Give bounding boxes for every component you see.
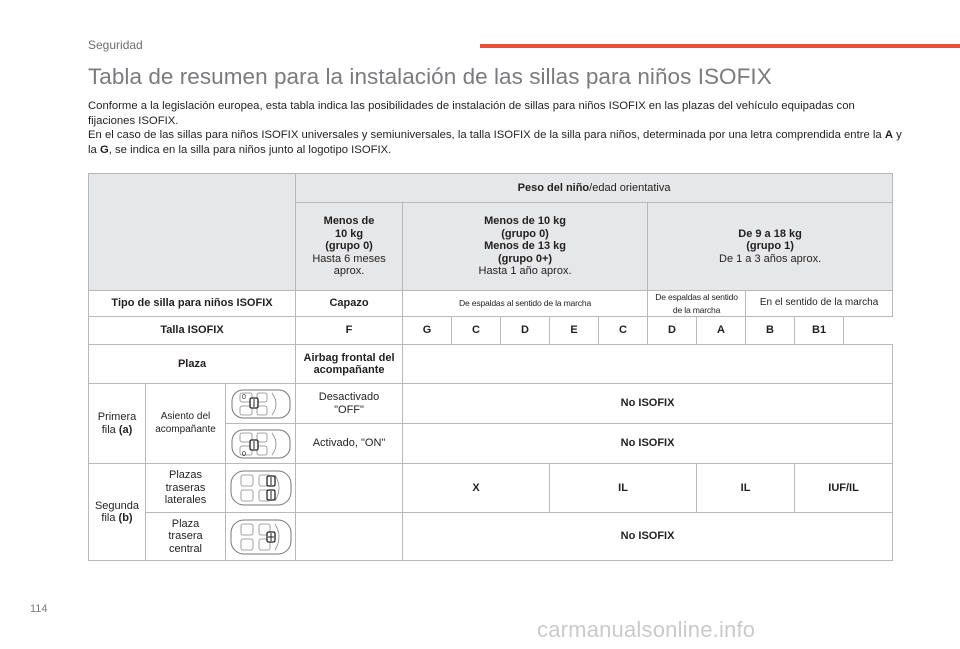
isofix-size-cell: B <box>746 317 795 345</box>
front-airbag-on-value: No ISOFIX <box>403 424 893 464</box>
intro-text <box>88 99 903 157</box>
isofix-table <box>88 173 893 561</box>
isofix-size-cell: C <box>599 317 648 345</box>
car-top-view-icon <box>229 517 293 557</box>
seat-type-forward-facing: En el sentido de la marcha <box>746 291 893 317</box>
intro-paragraph-2: En el caso de las sillas para niños ISOFIX universales y semiuniversales, la talla ISOFIX de la silla para niños, determinada por una letra comprendida entre la A y la G, se indica en la silla para niños junto al logotipo ISOFIX. <box>88 129 902 156</box>
seat-type-rear-facing-1: De espaldas al sentido de la marcha <box>403 291 648 317</box>
car-top-view-icon <box>230 427 292 461</box>
rear-central-seat-label: Plaza trasera central <box>146 513 226 561</box>
car-diagram-front-airbag-on <box>226 424 296 464</box>
car-diagram-front-airbag-off <box>226 384 296 424</box>
page-title: Tabla de resumen para la instalación de las sillas para niños ISOFIX <box>88 64 772 89</box>
section-label: Seguridad <box>88 38 143 52</box>
page-number: 114 <box>30 603 48 615</box>
svg-text:0: 0 <box>241 393 246 401</box>
car-top-view-icon <box>229 468 293 508</box>
airbag-header-filler <box>403 345 893 384</box>
car-diagram-rear-central <box>226 513 296 561</box>
isofix-size-cell: D <box>648 317 697 345</box>
car-diagram-rear-lateral <box>226 464 296 513</box>
rear-lateral-value: X <box>403 464 550 513</box>
table-corner-cell <box>89 174 296 291</box>
seat-type-carrycot: Capazo <box>296 291 403 317</box>
rear-central-value: No ISOFIX <box>403 513 893 561</box>
svg-text:0: 0 <box>241 450 246 458</box>
front-row-label: Primera fila (a) <box>89 384 146 464</box>
rear-central-airbag-cell <box>296 513 403 561</box>
group-0plus-cell: Menos de 10 kg (grupo 0) Menos de 13 kg (grupo 0+) Hasta 1 año aprox. <box>403 203 648 291</box>
isofix-size-cell: B1 <box>795 317 844 345</box>
airbag-label: Airbag frontal del acompañante <box>296 345 403 384</box>
rear-lateral-value: IL <box>550 464 697 513</box>
front-passenger-seat-label: Asiento del acompañante <box>146 384 226 464</box>
isofix-size-cell: G <box>403 317 452 345</box>
group-0-cell: Menos de 10 kg (grupo 0) Hasta 6 meses aprox. <box>296 203 403 291</box>
isofix-size-cell: E <box>550 317 599 345</box>
watermark: carmanualsonline.info <box>537 617 756 642</box>
front-airbag-off-value: No ISOFIX <box>403 384 893 424</box>
isofix-size-cell: F <box>296 317 403 345</box>
isofix-size-cell: A <box>697 317 746 345</box>
rear-lateral-seats-label: Plazas traseras laterales <box>146 464 226 513</box>
rear-lateral-value: IL <box>697 464 795 513</box>
intro-paragraph-1: Conforme a la legislación europea, esta tabla indica las posibilidades de instalación de sillas para niños ISOFIX en las plazas del vehículo equipadas con fijaciones ISOFIX. <box>88 100 855 127</box>
seat-type-label: Tipo de silla para niños ISOFIX <box>89 291 296 317</box>
weight-header: Peso del niño/edad orientativa <box>296 174 893 203</box>
seat-type-rear-facing-2: De espaldas al sentido de la marcha <box>648 291 746 317</box>
rear-lateral-airbag-cell <box>296 464 403 513</box>
isofix-size-label: Talla ISOFIX <box>89 317 296 345</box>
header-accent-bar <box>480 44 960 48</box>
group-1-cell: De 9 a 18 kg (grupo 1) De 1 a 3 años aprox. <box>648 203 893 291</box>
rear-lateral-value: IUF/IL <box>795 464 893 513</box>
airbag-off-cell: Desactivado "OFF" <box>296 384 403 424</box>
rear-row-label: Segunda fila (b) <box>89 464 146 561</box>
airbag-on-cell: Activado, "ON" <box>296 424 403 464</box>
isofix-size-cell: C <box>452 317 501 345</box>
plaza-label: Plaza <box>89 345 296 384</box>
car-top-view-icon <box>230 387 292 421</box>
isofix-size-cell: D <box>501 317 550 345</box>
